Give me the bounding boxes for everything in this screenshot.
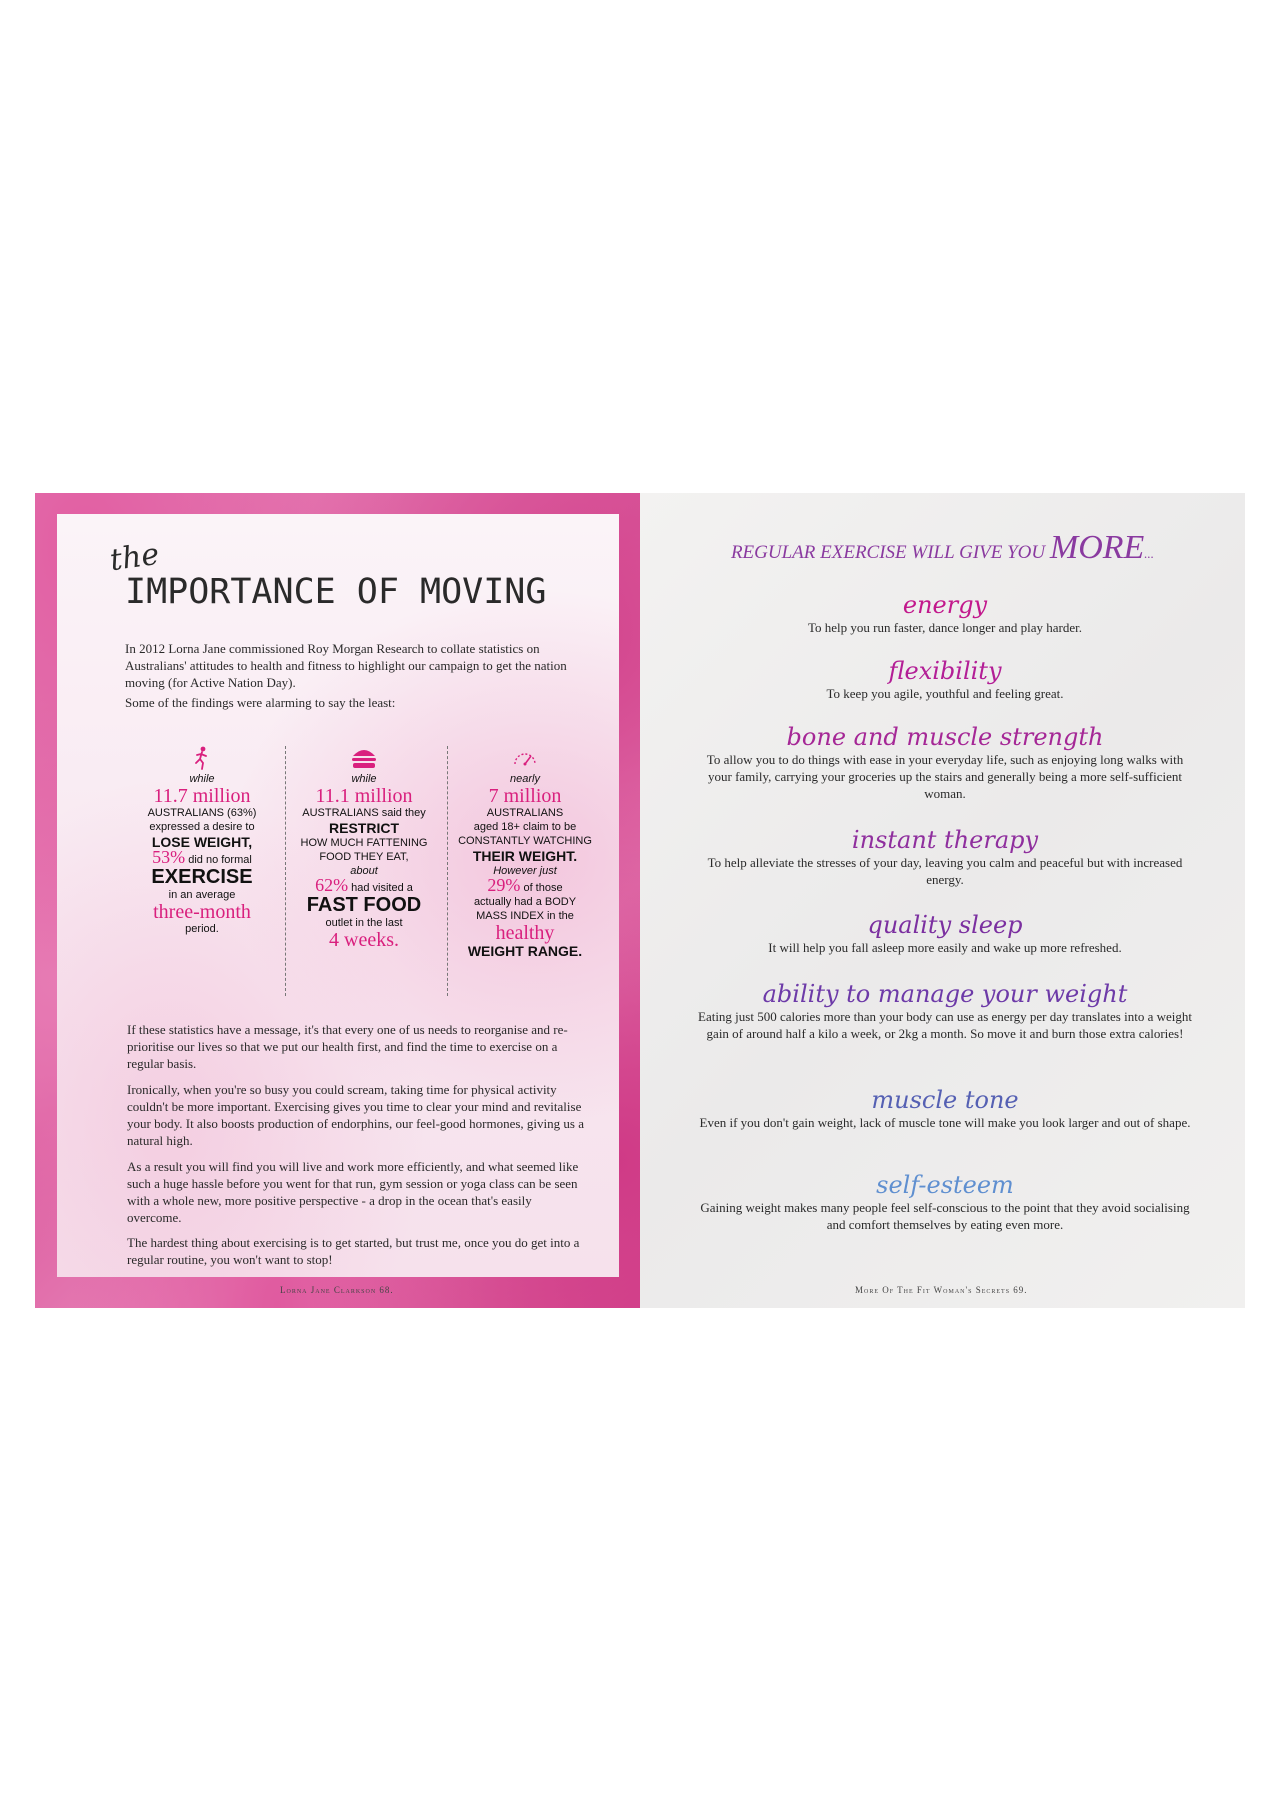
left-page xyxy=(35,493,640,1308)
benefit-weight-management xyxy=(695,980,1195,1042)
stat3-line: MASS INDEX in the xyxy=(476,910,574,922)
intro-paragraph: In 2012 Lorna Jane commissioned Roy Morgan Research to collate statistics on Australians' attitudes to health and fitness to highlight our campaign to get the nation moving (for Active Nation Day). xyxy=(125,641,567,690)
stat1-percent-text: did no formal xyxy=(185,854,252,866)
benefit-title: muscle tone xyxy=(871,1086,1019,1114)
stat3-line: However just xyxy=(493,865,557,877)
benefit-text: To help you run faster, dance longer and play harder. xyxy=(808,620,1082,635)
body-paragraph: Ironically, when you're so busy you could scream, taking time for physical activity couldn't be more important. Exercising gives you time to clear your mind and revitalise your body. It also boosts production of endorphins, our feel-good hormones, giving us a natural high. xyxy=(127,1082,584,1148)
benefit-quality-sleep xyxy=(695,911,1195,956)
stat1-period: three-month xyxy=(153,901,251,923)
stat1-percent-line xyxy=(127,847,277,867)
stat3-percent: 29% xyxy=(487,875,521,895)
right-page xyxy=(640,493,1245,1308)
stat-column-weight-loss xyxy=(127,744,277,936)
page-title: IMPORTANCE OF MOVING xyxy=(125,572,547,612)
benefit-muscle-tone xyxy=(695,1086,1195,1131)
stat3-line: actually had a BODY xyxy=(473,896,577,908)
book-spread xyxy=(35,493,1245,1308)
findings-line: Some of the findings were alarming to say the least: xyxy=(125,695,396,710)
benefit-title: energy xyxy=(902,591,988,619)
stat-column-fast-food xyxy=(289,744,439,950)
stat1-line: period. xyxy=(185,923,219,935)
stat2-percent-text: had visited a xyxy=(348,882,413,894)
running-woman-icon xyxy=(127,744,277,772)
benefit-instant-therapy xyxy=(695,826,1195,888)
body-paragraph: The hardest thing about exercising is to get started, but trust me, once you do get into a regular routine, you won't want to stop! xyxy=(127,1235,580,1267)
benefit-title: flexibility xyxy=(888,657,1002,685)
stat3-line: CONSTANTLY WATCHING xyxy=(458,835,592,847)
stat2-period: 4 weeks. xyxy=(329,929,399,951)
benefit-title: ability to manage your weight xyxy=(762,980,1128,1008)
stat3-percent-line xyxy=(450,875,600,895)
stat3-percent-text: of those xyxy=(520,882,563,894)
benefit-text: Eating just 500 calories more than your body can use as energy per day translates into a weight gain of around half a kilo a week, or 2kg a month. So move it and burn those extra calories! xyxy=(698,1009,1192,1041)
page-footer-left: Lorna Jane Clarkson 68. xyxy=(280,1285,394,1295)
stat2-lead: while xyxy=(351,773,377,785)
stat2-line: about xyxy=(350,865,378,877)
stat2-emphasis-large: FAST FOOD xyxy=(306,894,422,916)
stat2-percent-line xyxy=(289,875,439,895)
benefit-text: It will help you fall asleep more easily and wake up more refreshed. xyxy=(768,940,1122,955)
benefit-bone-muscle-strength xyxy=(695,723,1195,802)
stat1-percent: 53% xyxy=(152,847,186,867)
stat1-line: expressed a desire to xyxy=(149,821,255,833)
heading-text: REGULAR EXERCISE WILL GIVE YOU xyxy=(730,542,1050,563)
stat1-emphasis-large: EXERCISE xyxy=(151,866,253,888)
stat3-emphasis: WEIGHT RANGE. xyxy=(467,943,583,959)
burger-icon xyxy=(289,744,439,772)
stat1-figure: 11.7 million xyxy=(153,785,251,807)
stat1-emphasis: LOSE WEIGHT, xyxy=(151,834,253,850)
scale-icon xyxy=(450,744,600,772)
stat3-figure: 7 million xyxy=(488,785,562,807)
stat3-lead: nearly xyxy=(510,773,540,785)
benefit-title: self-esteem xyxy=(876,1171,1014,1199)
right-page-heading xyxy=(640,529,1245,567)
benefit-title: quality sleep xyxy=(867,911,1023,939)
benefit-text: Even if you don't gain weight, lack of muscle tone will make you look larger and out of shape. xyxy=(699,1115,1191,1130)
benefit-title: bone and muscle strength xyxy=(786,723,1104,751)
stat2-line: AUSTRALIANS said they xyxy=(302,807,426,819)
stat3-emphasis: THEIR WEIGHT. xyxy=(472,848,578,864)
benefit-text: To keep you agile, youthful and feeling great. xyxy=(826,686,1064,701)
stat1-line: in an average xyxy=(168,889,236,901)
stat1-line: AUSTRALIANS (63%) xyxy=(147,807,257,819)
stat2-line: outlet in the last xyxy=(325,917,403,929)
benefit-flexibility xyxy=(695,657,1195,702)
benefit-title: instant therapy xyxy=(851,826,1039,854)
stat2-line: HOW MUCH FATTENING xyxy=(300,837,428,849)
benefit-text: To help alleviate the stresses of your day, leaving you calm and peaceful but with increased energy. xyxy=(707,855,1183,887)
benefit-text: To allow you to do things with ease in your everyday life, such as enjoying long walks with your family, carrying your groceries up the stairs and generally being a more self-sufficient woman. xyxy=(706,752,1184,801)
dashed-divider xyxy=(447,746,448,996)
stat3-line: aged 18+ claim to be xyxy=(473,821,577,833)
statistics-infographic xyxy=(127,744,597,994)
benefit-text: Gaining weight makes many people feel self-conscious to the point that they avoid socialising and comfort themselves by eating even more. xyxy=(700,1200,1190,1232)
stat2-line: FOOD THEY EAT, xyxy=(319,851,409,863)
body-paragraph: If these statistics have a message, it's that every one of us needs to reorganise and re-prioritise our lives so that we put our health first, and find the time to exercise on a regular basis. xyxy=(127,1022,568,1071)
stat1-lead: while xyxy=(189,773,215,785)
benefit-self-esteem xyxy=(695,1171,1195,1233)
stat3-line: AUSTRALIANS xyxy=(486,807,564,819)
stat3-healthy: healthy xyxy=(495,922,555,944)
title-prefix: the xyxy=(107,536,162,579)
dashed-divider xyxy=(285,746,286,996)
body-paragraph: As a result you will find you will live and work more efficiently, and what seemed like such a huge hassle before you went for that run, gym session or yoga class can be seen with a whole new, more positive perspective - a drop in the ocean that's easily overcome. xyxy=(127,1159,579,1225)
stat2-figure: 11.1 million xyxy=(315,785,413,807)
heading-ellipsis: ... xyxy=(1144,546,1155,561)
heading-more: MORE xyxy=(1049,529,1145,566)
left-content-panel xyxy=(57,514,619,1277)
page-footer-right: More Of The Fit Woman's Secrets 69. xyxy=(855,1285,1028,1295)
benefit-energy xyxy=(695,591,1195,636)
stat2-percent: 62% xyxy=(315,875,349,895)
stat2-emphasis: RESTRICT xyxy=(329,820,399,836)
stat-column-weight-watching xyxy=(450,744,600,959)
